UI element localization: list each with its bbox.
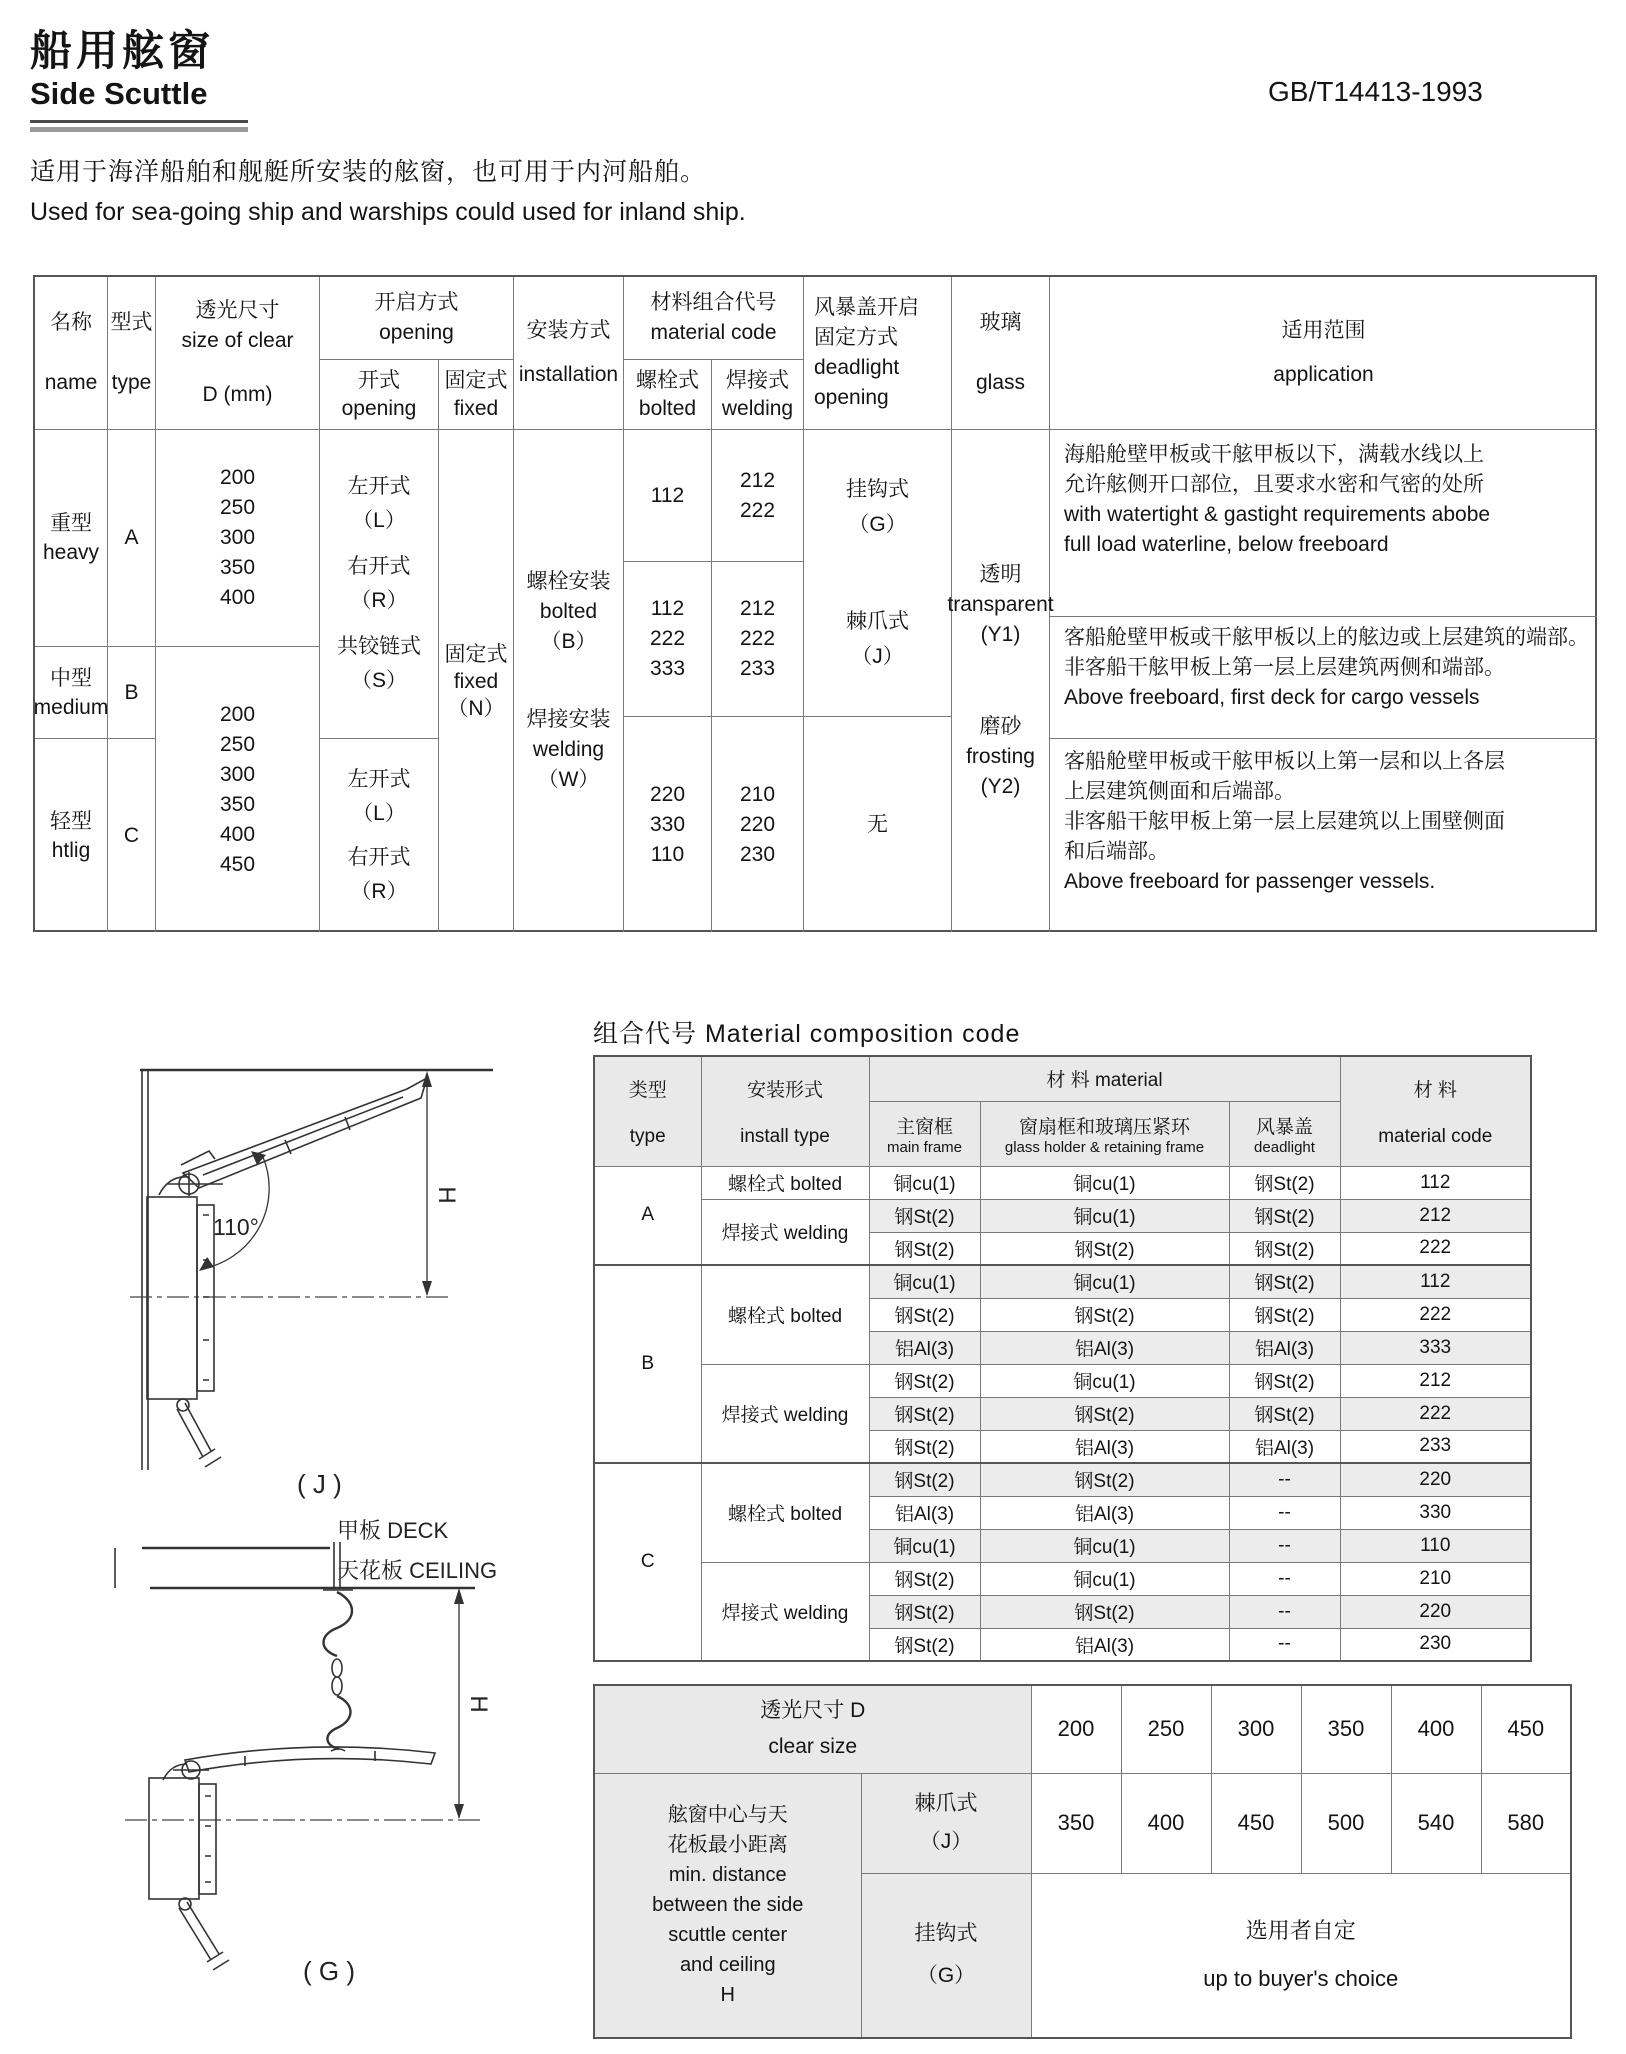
dist-size: 350 (1301, 1685, 1391, 1773)
comp-cell: 钢St(2) (869, 1595, 980, 1628)
comp-cell: 330 (1340, 1496, 1531, 1529)
dist-size: 200 (1031, 1685, 1121, 1773)
col-header-welding: 焊接式 welding (712, 360, 804, 430)
comp-cell: 铜cu(1) (869, 1265, 980, 1298)
dist-header-clear-size: 透光尺寸 D clear size (594, 1685, 1031, 1773)
comp-header-code: 材 料 material code (1340, 1056, 1531, 1166)
dist-size: 300 (1211, 1685, 1301, 1773)
dist-j-value: 580 (1481, 1773, 1571, 1873)
cell-application-b: 客船舱壁甲板或干舷甲板以上的舷边或上层建筑的端部。 非客船干舷甲板上第一层上层建筑两侧和端部。 Above freeboard, first deck for cargo vessels (1050, 617, 1597, 739)
cell-type-c: C (108, 739, 156, 932)
col-header-glass: 玻璃 glass (952, 277, 1050, 430)
comp-cell: 钢St(2) (980, 1397, 1229, 1430)
comp-cell: 222 (1340, 1397, 1531, 1430)
comp-cell: 钢St(2) (1229, 1265, 1340, 1298)
cell-bolted-a: 112 (624, 430, 712, 562)
comp-c-bolted: 螺栓式 bolted (701, 1463, 869, 1562)
comp-cell: 钢St(2) (1229, 1397, 1340, 1430)
comp-cell: 钢St(2) (869, 1199, 980, 1232)
comp-type-a: A (594, 1166, 701, 1265)
figure-j-ratchet-drawing (85, 1045, 565, 1515)
col-header-material-group: 材料组合代号 material code (624, 277, 804, 360)
comp-cell: 钢St(2) (1229, 1199, 1340, 1232)
comp-cell: 铝Al(3) (869, 1331, 980, 1364)
comp-cell: 钢St(2) (980, 1595, 1229, 1628)
dist-header-min-distance: 舷窗中心与天 花板最小距离 min. distance between the side scuttle center and ceiling H (594, 1773, 861, 2038)
dist-row-hook-label: 挂钩式 （G） (861, 1873, 1031, 2038)
comp-cell: 233 (1340, 1430, 1531, 1463)
comp-cell: 钢St(2) (869, 1397, 980, 1430)
cell-installation: 螺栓安装 bolted （B） 焊接安装 welding （W） (514, 430, 624, 932)
h-dim-label: H (433, 1186, 460, 1204)
comp-cell: 钢St(2) (980, 1463, 1229, 1496)
comp-cell: 222 (1340, 1232, 1531, 1265)
cell-welding-a: 212 222 (712, 430, 804, 562)
comp-cell: 铝Al(3) (980, 1430, 1229, 1463)
standard-code: GB/T14413-1993 (1268, 76, 1483, 107)
latch-icon (179, 1898, 229, 1970)
deadlight-cover-horizontal (185, 1747, 435, 1772)
comp-cell: 铝Al(3) (1229, 1430, 1340, 1463)
comp-cell: 铜cu(1) (980, 1265, 1229, 1298)
dist-g-value: 选用者自定 up to buyer's choice (1031, 1873, 1571, 2038)
comp-cell: 220 (1340, 1595, 1531, 1628)
comp-cell: 铝Al(3) (869, 1496, 980, 1529)
cell-size-a: 200 250 300 350 400 (156, 430, 320, 647)
col-header-opening-group: 开启方式 opening (320, 277, 514, 360)
comp-cell: 钢St(2) (869, 1562, 980, 1595)
cell-name-heavy: 重型 heavy (35, 430, 108, 647)
col-header-deadlight: 风暴盖开启 固定方式 deadlight opening (804, 277, 952, 430)
dist-j-value: 540 (1391, 1773, 1481, 1873)
comp-header-material-group: 材 料 material (869, 1056, 1340, 1101)
comp-header-install: 安装形式 install type (701, 1056, 869, 1166)
col-header-size: 透光尺寸 size of clear D (mm) (156, 277, 320, 430)
cell-name-light: 轻型 htlig (35, 739, 108, 932)
intro-text-cn: 适用于海洋船舶和舰艇所安装的舷窗，也可用于内河船舶。 (30, 158, 707, 186)
comp-cell: 110 (1340, 1529, 1531, 1562)
dimension-h (454, 1588, 492, 1819)
dist-row-ratchet-label: 棘爪式 （J） (861, 1773, 1031, 1873)
dist-j-value: 450 (1211, 1773, 1301, 1873)
dimension-h (422, 1071, 460, 1296)
comp-cell: 212 (1340, 1364, 1531, 1397)
comp-cell: 铜cu(1) (869, 1529, 980, 1562)
comp-cell: -- (1229, 1628, 1340, 1661)
deck-label: 甲板 DECK (337, 1518, 449, 1543)
cell-application-c: 客船舱壁甲板或干舷甲板以上第一层和以上各层 上层建筑侧面和后端部。 非客船干舷甲板上第一层上层建筑以上围壁侧面 和后端部。 Above freeboard for passenger vessels. (1064, 750, 1505, 893)
comp-cell: 112 (1340, 1265, 1531, 1298)
comp-cell: 112 (1340, 1166, 1531, 1199)
dist-size: 450 (1481, 1685, 1571, 1773)
cell-size-bc: 200 250 300 350 400 450 (156, 647, 320, 932)
comp-header-main-frame: 主窗框 main frame (869, 1101, 980, 1166)
comp-cell: -- (1229, 1595, 1340, 1628)
comp-cell: 铜cu(1) (980, 1166, 1229, 1199)
comp-cell: 钢St(2) (980, 1232, 1229, 1265)
cell-opening-c: 左开式 （L） 右开式 （R） (320, 739, 439, 932)
comp-cell: 铜cu(1) (980, 1529, 1229, 1562)
comp-cell: 钢St(2) (980, 1298, 1229, 1331)
comp-header-glass-holder: 窗扇框和玻璃压紧环 glass holder & retaining frame (980, 1101, 1229, 1166)
comp-b-bolted: 螺栓式 bolted (701, 1265, 869, 1364)
col-header-opening-open: 开式 opening (320, 360, 439, 430)
comp-cell: 铜cu(1) (980, 1562, 1229, 1595)
comp-cell: 钢St(2) (1229, 1298, 1340, 1331)
comp-cell: 钢St(2) (1229, 1364, 1340, 1397)
comp-cell: 钢St(2) (869, 1628, 980, 1661)
comp-cell: 铝Al(3) (1229, 1331, 1340, 1364)
comp-cell: 钢St(2) (1229, 1166, 1340, 1199)
angle-arc (199, 1151, 269, 1271)
cell-bolted-c: 220 330 110 (624, 717, 712, 932)
ceiling-label: 天花板 CEILING (337, 1558, 498, 1583)
comp-cell: 铝Al(3) (980, 1496, 1229, 1529)
comp-cell: 钢St(2) (869, 1298, 980, 1331)
comp-cell: 钢St(2) (1229, 1232, 1340, 1265)
col-header-application: 适用范围 application (1050, 277, 1597, 430)
h-dim-label: H (465, 1695, 492, 1713)
cell-welding-c: 210 220 230 (712, 717, 804, 932)
figure-j-caption: ( J ) (297, 1469, 342, 1499)
cell-welding-b: 212 222 233 (712, 562, 804, 717)
comp-cell: 铜cu(1) (869, 1166, 980, 1199)
col-header-type: 型式 type (108, 277, 156, 430)
comp-cell: 212 (1340, 1199, 1531, 1232)
title-rule-top (30, 120, 248, 123)
comp-cell: -- (1229, 1529, 1340, 1562)
cell-application-a: 海船舱壁甲板或干舷甲板以下，满载水线以上 允许舷侧开口部位，且要求水密和气密的处所 with watertight & gastight requirements abobe full load waterline, below freeboard (1050, 430, 1597, 617)
comp-cell: 铜cu(1) (980, 1199, 1229, 1232)
cell-fixed-n: 固定式 fixed （N） (439, 430, 514, 932)
intro-text-en: Used for sea-going ship and warships could used for inland ship. (30, 198, 746, 226)
comp-type-c: C (594, 1463, 701, 1661)
cell-type-b: B (108, 647, 156, 739)
comp-header-deadlight: 风暴盖 deadlight (1229, 1101, 1340, 1166)
dist-j-value: 350 (1031, 1773, 1121, 1873)
distance-table (593, 1684, 1572, 2039)
cell-glass: 透明 transparent (Y1) 磨砂 frosting (Y2) (952, 430, 1050, 932)
page-title: 船用舷窗 (30, 27, 215, 74)
cell-name-medium: 中型 medium (35, 647, 108, 739)
latch-icon (177, 1399, 221, 1467)
col-header-installation: 安装方式 installation (514, 277, 624, 430)
spec-table (33, 275, 1597, 932)
window-frame (147, 1197, 214, 1399)
comp-cell: 铝Al(3) (980, 1628, 1229, 1661)
figure-g-caption: ( G ) (303, 1956, 355, 1986)
cell-bolted-b: 112 222 333 (624, 562, 712, 717)
comp-cell: -- (1229, 1496, 1340, 1529)
comp-a-welding: 焊接式 welding (701, 1199, 869, 1265)
comp-cell: 钢St(2) (869, 1232, 980, 1265)
cell-type-a: A (108, 430, 156, 647)
window-frame (149, 1778, 216, 1899)
comp-cell: 钢St(2) (869, 1463, 980, 1496)
comp-cell: 333 (1340, 1331, 1531, 1364)
dist-size: 400 (1391, 1685, 1481, 1773)
hinge-icon (159, 1172, 223, 1196)
comp-type-b: B (594, 1265, 701, 1463)
comp-cell: 钢St(2) (869, 1430, 980, 1463)
comp-cell: 220 (1340, 1463, 1531, 1496)
cell-deadlight-c: 无 (804, 717, 952, 932)
comp-a-bolted: 螺栓式 bolted (701, 1166, 869, 1199)
comp-cell: 210 (1340, 1562, 1531, 1595)
col-header-bolted: 螺栓式 bolted (624, 360, 712, 430)
title-rule-bottom (30, 127, 248, 132)
figure-g-hook-drawing (85, 1508, 565, 2048)
comp-cell: 230 (1340, 1628, 1531, 1661)
angle-label: 110° (213, 1214, 259, 1240)
dist-size: 250 (1121, 1685, 1211, 1773)
cell-deadlight-ab: 挂钩式 （G） 棘爪式 （J） (804, 430, 952, 717)
comp-b-welding: 焊接式 welding (701, 1364, 869, 1463)
comp-cell: 铜cu(1) (980, 1364, 1229, 1397)
cell-opening-ab: 左开式 （L） 右开式 （R） 共铰链式 （S） (320, 430, 439, 739)
comp-cell: 铝Al(3) (980, 1331, 1229, 1364)
col-header-opening-fixed: 固定式 fixed (439, 360, 514, 430)
composition-table (593, 1055, 1532, 1662)
comp-cell: 钢St(2) (869, 1364, 980, 1397)
comp-header-type: 类型 type (594, 1056, 701, 1166)
col-header-name: 名称 name (35, 277, 108, 430)
dist-j-value: 400 (1121, 1773, 1211, 1873)
hinge-icon (163, 1761, 209, 1780)
comp-c-welding: 焊接式 welding (701, 1562, 869, 1661)
page-subtitle: Side Scuttle (30, 76, 208, 111)
deadlight-cover-open (181, 1078, 427, 1188)
comp-cell: -- (1229, 1562, 1340, 1595)
dist-j-value: 500 (1301, 1773, 1391, 1873)
comp-cell: 222 (1340, 1298, 1531, 1331)
composition-table-title: 组合代号 Material composition code (593, 1020, 1021, 1048)
comp-cell: -- (1229, 1463, 1340, 1496)
